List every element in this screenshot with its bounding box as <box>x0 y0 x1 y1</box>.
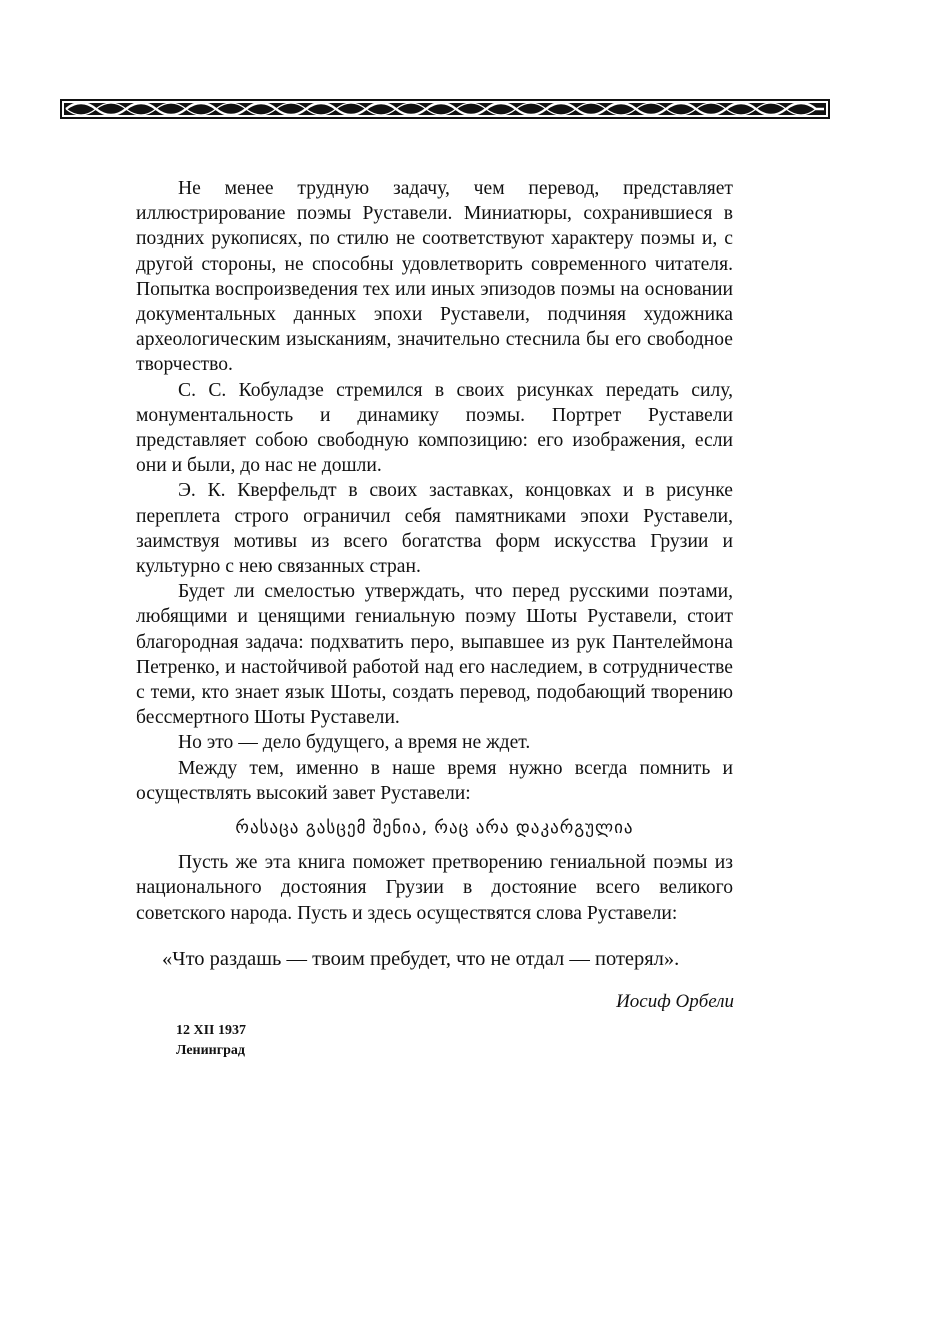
paragraph-future: Но это — дело будущего, а время не ждет. <box>178 732 531 754</box>
paragraph-kobuladze: С. С. Кобуладзе стремился в своих рисунках передать силу, монументальность и динамику поэмы. Портрет Руставели представляет собою свободную композицию: его изображения, если они и были, до нас не дошли. <box>136 379 733 477</box>
paragraph-kverfeldt: Э. К. Кверфельдт в своих заставках, концовках и в рисунке переплета строго ограничил себя памятниками эпохи Руставели, заимствуя мотивы из всего богатства форм искусства Грузии и культурно с нею связанных стран. <box>136 480 733 578</box>
place: Ленинград <box>176 1043 245 1058</box>
paragraph-illustration: Не менее трудную задачу, чем перевод, представляет иллюстрирование поэмы Руставели. Миниатюры, сохранившиеся в поздних рукописях, по стилю не соответствуют характеру поэмы и, с другой стороны, не способны удовлетворить современного читателя. Попытка воспроизведения тех или иных эпизодов поэмы на основании документальных данных эпохи Руставели, подчиняя художника археологическим изысканиям, значительно стеснила бы его свободное творчество. <box>136 178 733 376</box>
paragraph-closing: Пусть же эта книга поможет претворению гениальной поэмы из национального достояния Грузии в достояние всего великого советского народа. Пусть и здесь осуществятся слова Руставели: <box>136 852 733 924</box>
date: 12 XII 1937 <box>176 1023 247 1038</box>
georgian-quote: რასაცა გასცემ შენია, რაც არა დაკარგულია <box>235 818 634 839</box>
date-place <box>176 1021 246 1061</box>
paragraph-translators: Будет ли смелостью утверждать, что перед русскими поэтами, любящими и ценящими гениальную поэму Шоты Руставели, стоит благородная задача: подхватить перо, выпавшее из рук Пантелеймона Петренко, и настойчивой работой над его наследием, в сотрудничестве с теми, кто знает язык Шоты, создать перевод, подобающий творению бессмертного Шоты Руставели. <box>136 581 733 729</box>
body-text <box>136 176 733 926</box>
paragraph-testament: Между тем, именно в наше время нужно всегда помнить и осуществлять высокий завет Руставели: <box>136 757 733 804</box>
ornamental-band <box>60 99 830 119</box>
rustaveli-quote: «Что раздашь — твоим пребудет, что не отдал — потерял». <box>162 948 680 970</box>
signature: Иосиф Орбели <box>616 991 734 1012</box>
